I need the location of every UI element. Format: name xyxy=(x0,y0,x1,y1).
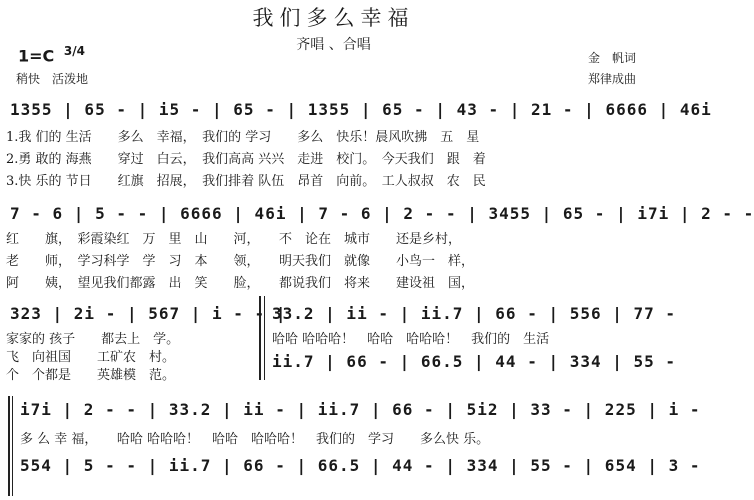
system4-notes-upper: i7i | 2 - - | 33.2 | ii - | ii.7 | 66 - | 5i2 | 33 - | 225 | i - xyxy=(20,400,701,419)
time-signature: 3/4 xyxy=(63,44,85,58)
system3-lyric-verse3: 个 个都是 英雄模 范。 xyxy=(6,368,176,383)
system4-notes-lower: 554 | 5 - - | ii.7 | 66 - | 66.5 | 44 - | 334 | 55 - | 654 | 3 - xyxy=(20,456,701,475)
system3-notes-right: 33.2 | ii - | ii.7 | 66 - | 556 | 77 - xyxy=(272,304,677,323)
system2-lyric-verse2: 老 师， 学习科学 学 习 本 领， 明天我们 就像 小鸟一 样， xyxy=(6,254,475,269)
system4-bracket-thin xyxy=(12,396,13,496)
system4-lyric: 多 么 幸 福， 哈哈 哈哈哈！ 哈哈 哈哈哈！ 我们的 学习 多么快 乐。 xyxy=(20,432,490,447)
system3-notes-lower: ii.7 | 66 - | 66.5 | 44 - | 334 | 55 - xyxy=(272,352,677,371)
system4-bracket xyxy=(8,396,10,496)
system1-lyric-verse2: 2.勇 敢的 海燕 穿过 白云， 我们高高 兴兴 走进 校门。 今天我们 跟 着 xyxy=(6,152,486,167)
system3-lyric-verse2: 飞 向祖国 工矿农 村。 xyxy=(6,350,176,365)
key-signature xyxy=(18,44,85,65)
system2-lyric-verse3: 阿 姨， 望见我们都露 出 笑 脸， 都说我们 将来 建设祖 国， xyxy=(6,276,475,291)
tempo-marking: 稍快 活泼地 xyxy=(16,72,89,86)
system2-lyric-verse1: 红 旗， 彩霞染红 万 里 山 河， 不 论在 城市 还是乡村， xyxy=(6,232,462,247)
system1-lyric-verse1: 1.我 们的 生活 多么 幸福， 我们的 学习 多么 快乐！晨风吹拂 五 星 xyxy=(6,130,480,145)
system1-notes: 1355 | 65 - | i5 - | 65 - | 1355 | 65 - | 43 - | 21 - | 6666 | 46i xyxy=(10,100,712,119)
system3-lyric-chorus: 哈哈 哈哈哈！ 哈哈 哈哈哈！ 我们的 生活 xyxy=(272,332,550,347)
system3-lyric-verse1: 家家的 孩子 都去上 学。 xyxy=(6,332,180,347)
lyricist-credit: 金 帆词 xyxy=(588,51,637,65)
system1-lyric-verse3: 3.快 乐的 节日 红旗 招展， 我们排着 队伍 昂首 向前。 工人叔叔 农 民 xyxy=(6,174,486,189)
key-label: 1=C xyxy=(18,46,55,66)
system2-notes: 7 - 6 | 5 - - | 6666 | 46i | 7 - 6 | 2 - - | 3455 | 65 - | i7i | 2 - - xyxy=(10,204,754,223)
performance-form: 齐唱 、合唱 xyxy=(296,37,371,53)
system3-notes-left: 323 | 2i - | 567 | i - - | xyxy=(10,304,287,323)
song-title: 我们多么幸福 xyxy=(252,6,415,30)
composer-credit: 郑律成曲 xyxy=(588,72,637,86)
